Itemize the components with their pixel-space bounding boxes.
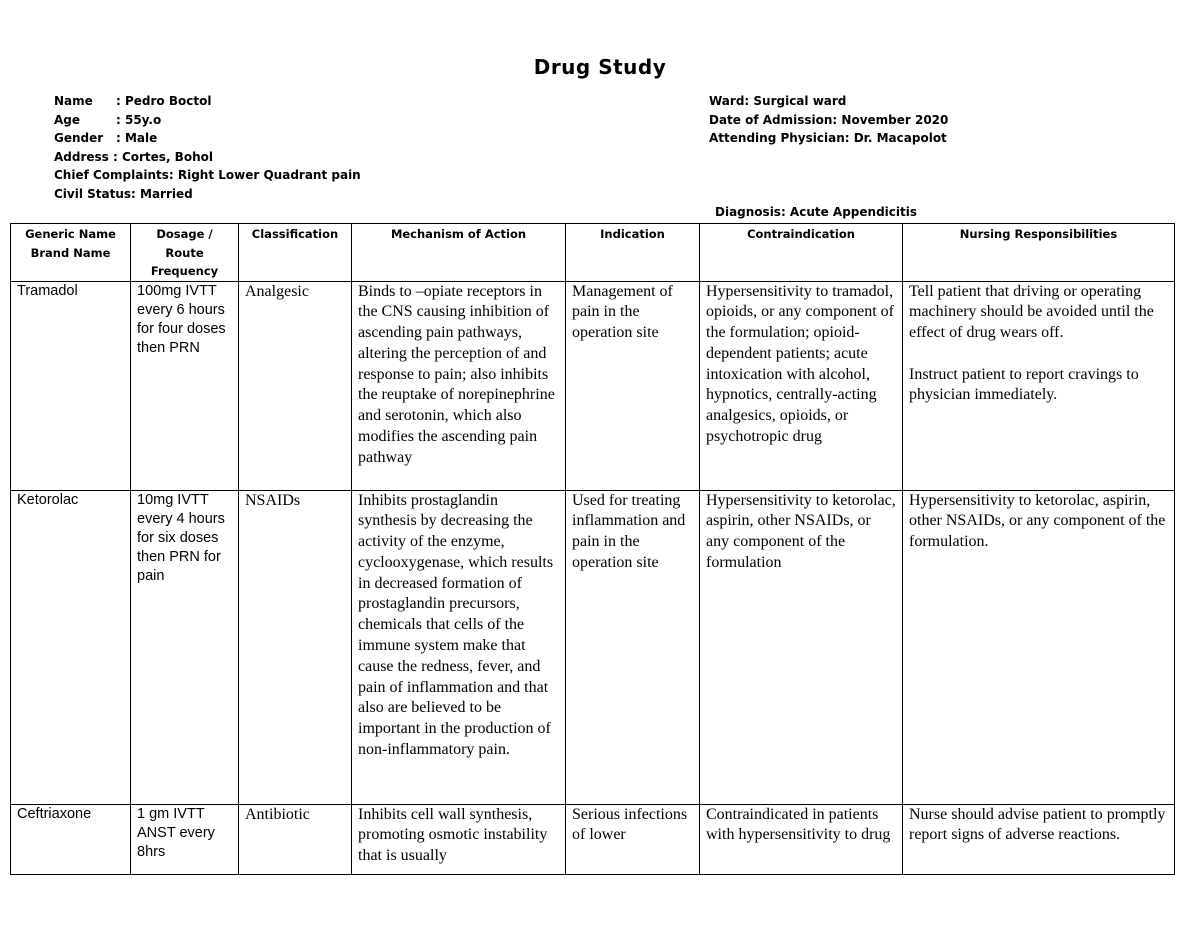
cell-generic: Tramadol xyxy=(11,281,131,490)
header-dosage: Dosage / xyxy=(156,227,213,241)
date-of-admission: Date of Admission: November 2020 xyxy=(709,112,949,127)
cell-nursing: Hypersensitivity to ketorolac, aspirin, other NSAIDs, or any component of the formulation. xyxy=(903,490,1175,804)
patient-gender-row xyxy=(54,129,361,148)
age-label: Age xyxy=(54,112,81,127)
cell-contraindication: Hypersensitivity to ketorolac, aspirin, other NSAIDs, or any component of the formulation xyxy=(700,490,903,804)
header-contraindication: Contraindication xyxy=(700,224,903,282)
header-generic-brand xyxy=(11,224,131,282)
header-frequency: Frequency xyxy=(150,264,219,278)
header-route: Route xyxy=(165,245,204,260)
name-label: Name xyxy=(54,94,93,108)
gender-label: Gender xyxy=(54,131,104,145)
table-row xyxy=(11,804,1175,874)
cell-indication: Serious infections of lower xyxy=(566,804,700,874)
cell-indication: Used for treating inflammation and pain in the operation site xyxy=(566,490,700,804)
header-mechanism: Mechanism of Action xyxy=(352,224,566,282)
cell-generic: Ceftriaxone xyxy=(11,804,131,874)
table-row xyxy=(11,281,1175,490)
ward: Ward: Surgical ward xyxy=(709,94,847,108)
cell-dosage: 10mg IVTT every 4 hours for six doses then PRN for pain xyxy=(131,490,239,804)
cell-classification: Antibiotic xyxy=(239,804,352,874)
patient-info-left xyxy=(54,92,361,203)
diagnosis: Diagnosis: Acute Appendicitis xyxy=(715,205,917,219)
patient-age-row xyxy=(54,111,361,130)
cell-mechanism: Binds to –opiate receptors in the CNS causing inhibition of ascending pain pathways, altering the perception of and response to pain; also inhibits the reuptake of norepinephrine and serotonin, which also modifies the ascending pain pathway xyxy=(352,281,566,490)
cell-mechanism: Inhibits prostaglandin synthesis by decreasing the activity of the enzyme, cyclooxygenase, which results in decreased formation of prostaglandin precursors, chemicals that cells of the immune system make that cause the redness, fever, and pain of inflammation and that also are believed to be important in the production of non-inflammatory pain. xyxy=(352,490,566,804)
patient-name: : Pedro Boctol xyxy=(116,94,212,108)
header-nursing: Nursing Responsibilities xyxy=(903,224,1175,282)
chief-complaints: Chief Complaints: Right Lower Quadrant pain xyxy=(54,168,361,182)
cell-generic: Ketorolac xyxy=(11,490,131,804)
header-classification: Classification xyxy=(239,224,352,282)
cell-nursing: Nurse should advise patient to promptly report signs of adverse reactions. xyxy=(903,804,1175,874)
attending-physician: Attending Physician: Dr. Macapolot xyxy=(709,131,947,145)
patient-age: : 55y.o xyxy=(116,112,162,127)
patient-name-row xyxy=(54,92,361,111)
civil-status: Civil Status: Married xyxy=(54,186,193,201)
cell-classification: Analgesic xyxy=(239,281,352,490)
cell-dosage: 1 gm IVTT ANST every 8hrs xyxy=(131,804,239,874)
header-dosage-route-frequency xyxy=(131,224,239,282)
header-brand: Brand Name xyxy=(30,245,111,260)
cell-classification: NSAIDs xyxy=(239,490,352,804)
header-generic: Generic Name xyxy=(25,227,116,241)
cell-indication: Management of pain in the operation site xyxy=(566,281,700,490)
nursing-paragraph: Tell patient that driving or operating machinery should be avoided until the effect of drug wears off. xyxy=(909,282,1154,342)
patient-info-right xyxy=(709,92,948,222)
header-indication: Indication xyxy=(566,224,700,282)
table-header-row xyxy=(11,224,1175,282)
drug-study-table xyxy=(10,223,1175,875)
cell-nursing xyxy=(903,281,1175,490)
cell-contraindication: Hypersensitivity to tramadol, opioids, or any component of the formulation; opioid-dependent patients; acute intoxication with alcohol, hypnotics, centrally-acting analgesics, opioids, or psychotropic drug xyxy=(700,281,903,490)
cell-dosage: 100mg IVTT every 6 hours for four doses then PRN xyxy=(131,281,239,490)
patient-gender: : Male xyxy=(116,131,158,145)
nursing-paragraph: Instruct patient to report cravings to physician immediately. xyxy=(909,365,1139,404)
cell-mechanism: Inhibits cell wall synthesis, promoting osmotic instability that is usually xyxy=(352,804,566,874)
patient-address: Address : Cortes, Bohol xyxy=(54,149,213,164)
cell-contraindication: Contraindicated in patients with hypersensitivity to drug xyxy=(700,804,903,874)
table-row xyxy=(11,490,1175,804)
document-title: Drug Study xyxy=(533,55,667,79)
